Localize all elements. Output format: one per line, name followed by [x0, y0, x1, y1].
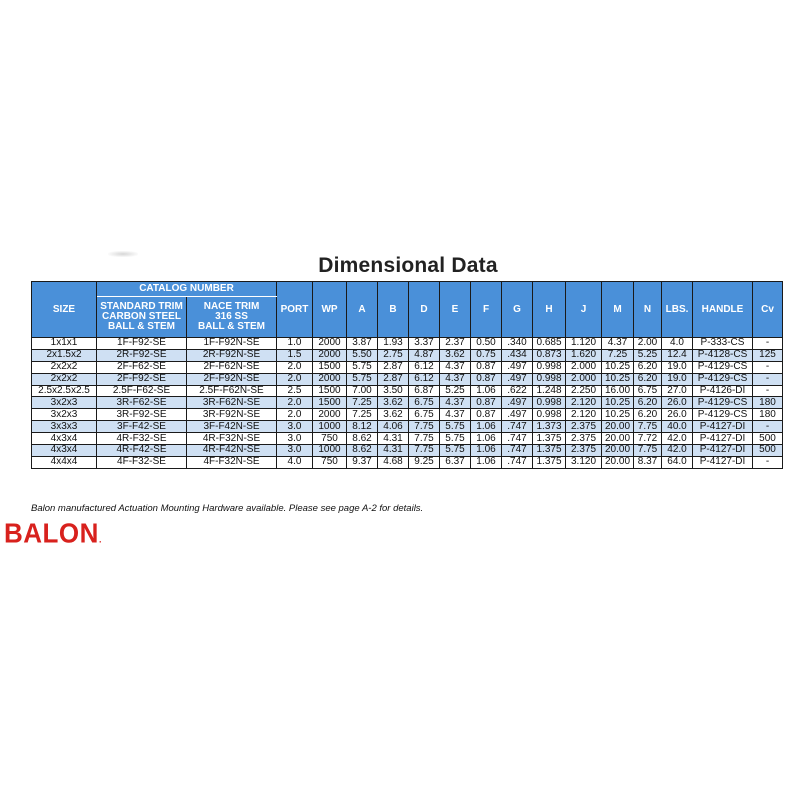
table-cell: 42.0: [662, 445, 693, 457]
table-cell: 5.75: [347, 361, 378, 373]
table-cell: 4x4x4: [32, 456, 97, 468]
table-cell: 1.620: [566, 349, 602, 361]
table-cell: 6.75: [409, 409, 440, 421]
table-cell: 7.00: [347, 385, 378, 397]
table-cell: 64.0: [662, 456, 693, 468]
table-cell: 1x1x1: [32, 338, 97, 350]
table-cell: 20.00: [602, 456, 634, 468]
table-cell: 750: [313, 456, 347, 468]
table-cell: 3.37: [409, 338, 440, 350]
table-cell: 2.75: [378, 349, 409, 361]
logo-dot: .: [98, 534, 102, 545]
table-cell: 2.00: [634, 338, 662, 350]
table-cell: 6.37: [440, 456, 471, 468]
table-cell: -: [753, 338, 783, 350]
table-cell: 750: [313, 433, 347, 445]
table-cell: 7.25: [602, 349, 634, 361]
table-cell: P-4129-CS: [693, 373, 753, 385]
header-nace-trim: [187, 297, 277, 338]
table-cell: 7.75: [409, 421, 440, 433]
table-cell: 2.87: [378, 361, 409, 373]
table-cell: 3R-F62-SE: [97, 397, 187, 409]
table-cell: 1500: [313, 397, 347, 409]
table-cell: 1.375: [533, 445, 566, 457]
table-cell: .747: [502, 445, 533, 457]
table-cell: 20.00: [602, 421, 634, 433]
table-cell: 1F-F92N-SE: [187, 338, 277, 350]
table-cell: 2000: [313, 373, 347, 385]
table-cell: 2000: [313, 409, 347, 421]
table-cell: 2F-F62N-SE: [187, 361, 277, 373]
header-standard-line-3: BALL & STEM: [107, 321, 176, 332]
table-row: [32, 373, 783, 385]
table-cell: 2.375: [566, 421, 602, 433]
table-cell: 3.87: [347, 338, 378, 350]
header-b: B: [378, 282, 409, 338]
table-cell: 0.998: [533, 361, 566, 373]
table-cell: 6.75: [634, 385, 662, 397]
header-standard-line-2: CARBON STEEL: [102, 311, 181, 322]
table-cell: .747: [502, 421, 533, 433]
table-cell: 1.120: [566, 338, 602, 350]
table-cell: 5.75: [440, 445, 471, 457]
table-cell: 2.250: [566, 385, 602, 397]
table-cell: 1000: [313, 445, 347, 457]
table-cell: P-4127-DI: [693, 445, 753, 457]
table-cell: 5.75: [440, 433, 471, 445]
header-nace-line-3: BALL & STEM: [197, 321, 266, 332]
table-cell: 4.06: [378, 421, 409, 433]
table-cell: 2.000: [566, 361, 602, 373]
table-cell: .622: [502, 385, 533, 397]
table-cell: 0.685: [533, 338, 566, 350]
table-cell: 4.0: [277, 456, 313, 468]
table-row: [32, 421, 783, 433]
header-catalog-number: CATALOG NUMBER: [97, 282, 277, 297]
table-cell: 12.4: [662, 349, 693, 361]
table-cell: 16.00: [602, 385, 634, 397]
table-cell: 0.87: [471, 409, 502, 421]
table-cell: P-4129-CS: [693, 361, 753, 373]
table-cell: 10.25: [602, 361, 634, 373]
table-cell: 3.0: [277, 421, 313, 433]
table-cell: 3.62: [378, 409, 409, 421]
table-cell: 2.87: [378, 373, 409, 385]
table-cell: P-4129-CS: [693, 409, 753, 421]
table-cell: P-4127-DI: [693, 456, 753, 468]
table-row: [32, 445, 783, 457]
table-cell: 4x3x4: [32, 433, 97, 445]
table-cell: 0.87: [471, 361, 502, 373]
table-cell: 1.06: [471, 456, 502, 468]
table-cell: 4R-F32N-SE: [187, 433, 277, 445]
table-row: [32, 361, 783, 373]
header-a: A: [347, 282, 378, 338]
table-cell: 2.5F-F62-SE: [97, 385, 187, 397]
table-cell: P-4128-CS: [693, 349, 753, 361]
table-cell: .434: [502, 349, 533, 361]
table-cell: 6.12: [409, 373, 440, 385]
table-cell: 3.0: [277, 445, 313, 457]
table-cell: 3R-F92-SE: [97, 409, 187, 421]
table-cell: 125: [753, 349, 783, 361]
table-cell: 5.25: [440, 385, 471, 397]
header-nace-line-1: NACE TRIM: [203, 301, 260, 312]
table-cell: 42.0: [662, 433, 693, 445]
table-cell: 3.120: [566, 456, 602, 468]
table-cell: 4.68: [378, 456, 409, 468]
table-cell: 9.37: [347, 456, 378, 468]
table-row: [32, 349, 783, 361]
table-cell: 8.62: [347, 433, 378, 445]
table-cell: 1.0: [277, 338, 313, 350]
table-cell: 2.0: [277, 373, 313, 385]
table-row: [32, 456, 783, 468]
table-cell: 2.120: [566, 409, 602, 421]
table-cell: 4.31: [378, 445, 409, 457]
table-cell: 0.50: [471, 338, 502, 350]
table-cell: 2000: [313, 349, 347, 361]
table-row: [32, 397, 783, 409]
table-cell: 6.20: [634, 361, 662, 373]
table-cell: 6.20: [634, 373, 662, 385]
table-cell: 26.0: [662, 397, 693, 409]
table-cell: 6.87: [409, 385, 440, 397]
table-cell: P-4126-DI: [693, 385, 753, 397]
table-cell: 4.37: [440, 361, 471, 373]
table-cell: 20.00: [602, 445, 634, 457]
table-cell: 26.0: [662, 409, 693, 421]
table-cell: 1000: [313, 421, 347, 433]
header-size: SIZE: [32, 282, 97, 338]
table-cell: 0.75: [471, 349, 502, 361]
table-cell: 8.37: [634, 456, 662, 468]
table-cell: .747: [502, 456, 533, 468]
table-cell: 7.75: [409, 433, 440, 445]
table-cell: 3x2x3: [32, 397, 97, 409]
table-row: [32, 338, 783, 350]
table-cell: 4R-F42-SE: [97, 445, 187, 457]
table-cell: 3R-F62N-SE: [187, 397, 277, 409]
table-body: [32, 338, 783, 469]
table-cell: 0.998: [533, 373, 566, 385]
header-port: PORT: [277, 282, 313, 338]
table-cell: 2.0: [277, 397, 313, 409]
table-cell: 27.0: [662, 385, 693, 397]
table-cell: 4.37: [440, 397, 471, 409]
header-handle: HANDLE: [693, 282, 753, 338]
header-standard-trim: [97, 297, 187, 338]
table-row: [32, 385, 783, 397]
table-cell: 1.06: [471, 433, 502, 445]
table-cell: 2.120: [566, 397, 602, 409]
header-cv: Cv: [753, 282, 783, 338]
table-cell: 1.06: [471, 445, 502, 457]
table-cell: 7.25: [347, 409, 378, 421]
table-cell: 3.62: [440, 349, 471, 361]
table-cell: 2x2x2: [32, 373, 97, 385]
table-cell: .497: [502, 409, 533, 421]
table-cell: 1.375: [533, 433, 566, 445]
header-d: D: [409, 282, 440, 338]
table-cell: 1.248: [533, 385, 566, 397]
table-cell: 2.375: [566, 445, 602, 457]
table-cell: 7.75: [634, 421, 662, 433]
table-cell: 180: [753, 397, 783, 409]
table-cell: 7.75: [634, 445, 662, 457]
table-cell: 2x1.5x2: [32, 349, 97, 361]
table-cell: 1500: [313, 385, 347, 397]
header-j: J: [566, 282, 602, 338]
table-cell: 2F-F62-SE: [97, 361, 187, 373]
table-cell: 5.25: [634, 349, 662, 361]
table-cell: 2F-F92-SE: [97, 373, 187, 385]
table-cell: 20.00: [602, 433, 634, 445]
table-cell: 6.20: [634, 409, 662, 421]
table-cell: 1.06: [471, 385, 502, 397]
table-cell: 4R-F42N-SE: [187, 445, 277, 457]
table-cell: 0.998: [533, 397, 566, 409]
table-cell: 2.0: [277, 361, 313, 373]
table-cell: .497: [502, 373, 533, 385]
table-cell: 3x3x3: [32, 421, 97, 433]
table-cell: .497: [502, 397, 533, 409]
table-cell: P-4127-DI: [693, 433, 753, 445]
table-cell: 0.87: [471, 397, 502, 409]
table-cell: 180: [753, 409, 783, 421]
table-cell: 3.0: [277, 433, 313, 445]
table-cell: 10.25: [602, 373, 634, 385]
table-cell: 10.25: [602, 409, 634, 421]
table-row: [32, 433, 783, 445]
table-cell: 6.12: [409, 361, 440, 373]
table-cell: 2.000: [566, 373, 602, 385]
header-n: N: [634, 282, 662, 338]
table-cell: 2R-F92-SE: [97, 349, 187, 361]
table-cell: 1.06: [471, 421, 502, 433]
table-cell: 3R-F92N-SE: [187, 409, 277, 421]
table-cell: 3.50: [378, 385, 409, 397]
table-row: [32, 409, 783, 421]
table-cell: -: [753, 421, 783, 433]
table-cell: 7.72: [634, 433, 662, 445]
table-cell: 3.62: [378, 397, 409, 409]
header-e: E: [440, 282, 471, 338]
table-cell: -: [753, 373, 783, 385]
table-cell: .497: [502, 361, 533, 373]
table-cell: 0.873: [533, 349, 566, 361]
header-g: G: [502, 282, 533, 338]
table-cell: .747: [502, 433, 533, 445]
table-cell: 3F-F42N-SE: [187, 421, 277, 433]
header-nace-line-2: 316 SS: [215, 311, 248, 322]
table-cell: -: [753, 361, 783, 373]
table-cell: -: [753, 456, 783, 468]
header-lbs: LBS.: [662, 282, 693, 338]
table-cell: 6.20: [634, 397, 662, 409]
header-h: H: [533, 282, 566, 338]
table-cell: 2.37: [440, 338, 471, 350]
table-cell: 2F-F92N-SE: [187, 373, 277, 385]
table-cell: 4.37: [602, 338, 634, 350]
table-cell: 8.12: [347, 421, 378, 433]
table-cell: 1.375: [533, 456, 566, 468]
balon-logo: [4, 517, 101, 550]
table-cell: 19.0: [662, 361, 693, 373]
page-title: Dimensional Data: [318, 254, 498, 277]
table-cell: 1F-F92-SE: [97, 338, 187, 350]
table-cell: 1.93: [378, 338, 409, 350]
table-cell: 6.75: [409, 397, 440, 409]
table-cell: 2.5: [277, 385, 313, 397]
table-cell: 19.0: [662, 373, 693, 385]
table-cell: 2.5x2.5x2.5: [32, 385, 97, 397]
dimensional-data-table: [31, 281, 783, 469]
table-cell: 4.37: [440, 409, 471, 421]
table-cell: 0.87: [471, 373, 502, 385]
table-cell: 3F-F42-SE: [97, 421, 187, 433]
table-cell: 500: [753, 433, 783, 445]
table-cell: 2.5F-F62N-SE: [187, 385, 277, 397]
table-cell: 4.0: [662, 338, 693, 350]
header-standard-line-1: STANDARD TRIM: [100, 301, 183, 312]
table-cell: 4.87: [409, 349, 440, 361]
header-m: M: [602, 282, 634, 338]
table-cell: 10.25: [602, 397, 634, 409]
table-cell: 4.37: [440, 373, 471, 385]
table-cell: -: [753, 385, 783, 397]
table-cell: P-333-CS: [693, 338, 753, 350]
table-cell: 5.75: [347, 373, 378, 385]
table-cell: 40.0: [662, 421, 693, 433]
table-cell: 8.62: [347, 445, 378, 457]
table-cell: 9.25: [409, 456, 440, 468]
table-cell: 4F-F32N-SE: [187, 456, 277, 468]
logo-text: BALON: [4, 517, 99, 549]
table-cell: 4R-F32-SE: [97, 433, 187, 445]
table-cell: 5.50: [347, 349, 378, 361]
table-cell: 2000: [313, 338, 347, 350]
table-cell: P-4129-CS: [693, 397, 753, 409]
table-cell: 500: [753, 445, 783, 457]
table-cell: 4x3x4: [32, 445, 97, 457]
table-cell: 2.375: [566, 433, 602, 445]
table-cell: .340: [502, 338, 533, 350]
footnote: Balon manufactured Actuation Mounting Hardware available. Please see page A-2 for details.: [31, 503, 424, 514]
table-cell: 2R-F92N-SE: [187, 349, 277, 361]
table-cell: 1500: [313, 361, 347, 373]
header-wp: WP: [313, 282, 347, 338]
table-cell: 4F-F32-SE: [97, 456, 187, 468]
table-cell: 1.5: [277, 349, 313, 361]
table-cell: 2.0: [277, 409, 313, 421]
table-cell: 0.998: [533, 409, 566, 421]
table-cell: 3x2x3: [32, 409, 97, 421]
table-cell: 5.75: [440, 421, 471, 433]
table-cell: 7.25: [347, 397, 378, 409]
table-cell: 1.373: [533, 421, 566, 433]
table-cell: P-4127-DI: [693, 421, 753, 433]
table-cell: 7.75: [409, 445, 440, 457]
table-cell: 2x2x2: [32, 361, 97, 373]
table-cell: 4.31: [378, 433, 409, 445]
header-f: F: [471, 282, 502, 338]
